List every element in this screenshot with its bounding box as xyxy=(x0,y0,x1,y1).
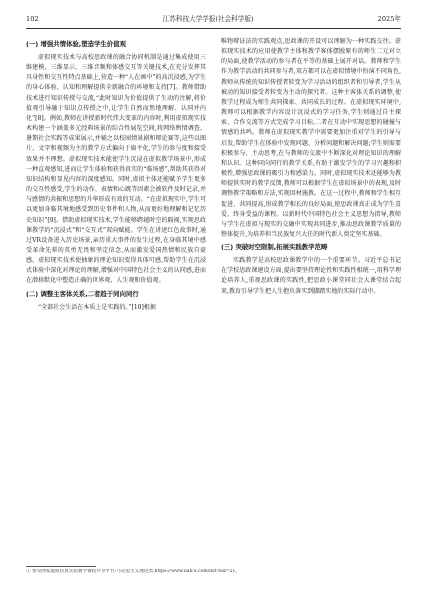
paragraph: 实践教学是高校思政课教学中的一个重要环节。习近平总书记在学校思政课建设方面,提出要坚持理论性和实践性相统一,用科学理论培养人,重视思政课的实践性,把思政小课堂同社会大课堂结合起来,教育引导学生把人生抱负落实到脚踏实地的实际行动中。 xyxy=(221,257,401,295)
section-heading-1: (一) 增强共情体验,塑造学生价值观 xyxy=(26,40,126,48)
journal-title: 江苏科技大学学报(社会科学版) xyxy=(162,14,254,23)
header-rule xyxy=(26,28,401,29)
footnote: ① 参见网家虚拟仿真实验教学课程共享平台:马克思主义理论类,https://www.ilab-x.com/list?sid=21。 xyxy=(26,569,240,574)
left-column xyxy=(26,37,206,313)
footnote-rule xyxy=(26,566,96,567)
page-header xyxy=(26,13,401,25)
right-column xyxy=(221,37,401,313)
page-number: 102 xyxy=(26,14,39,23)
section-heading-2: (二) 调整主客体关系,二者趋于同向同行 xyxy=(26,289,139,298)
paragraph: “全部社会生活在本质上是实践的。”[10]根据 xyxy=(38,303,156,311)
paragraph: 唯物辩证法的实践观点,思政课的开设可以理解为一种实践交往。虚拟现实技术的应用使教学主体和教学客体摆脱原有的师生二元对立的局面,使教学活动的参与者在平等的基础上展开对话。教师和学生作为教学活动的共同参与者,双方都可以在虚拟情境中扮演不同角色,教师从传统的知识传授者转变为学习活动的组织者和引导者,学生从被动的知识接受者转变为主动的探究者。这种主客体关系的调整,使教学过程成为师生共同探索、共同成长的过程。在虚拟现实环境中,教师可以根据教学内容设计沉浸式的学习任务,学生则通过自主探索、合作交流等方式完成学习目标,二者在互动中实现思想的碰撞与情感的共鸣。教师在虚拟现实教学中需要更加注重对学生的引导与启发,帮助学生在体验中发现问题、分析问题和解决问题;学生则需要积极参与、主动思考,在与教师的交流中不断深化对理论知识的理解和认识。这种同向同行的教学关系,有助于激发学生的学习兴趣和积极性,增强思政课的吸引力和感染力。同时,虚拟现实技术还能够为教师提供实时的教学反馈,教师可以根据学生在虚拟场景中的表现,及时调整教学策略和方法,实现因材施教。在这一过程中,教师和学生相互促进、共同提高,形成教学相长的良好局面,使思政课真正成为学生喜爱、终身受益的课程。以新时代中国特色社会主义思想为指导,教师与学生在虚拟与现实的交融中实现共同进步,推动思政课教学质量的整体提升,为培养担当民族复兴大任的时代新人奠定坚实基础。 xyxy=(221,38,401,238)
publication-year: 2025年 xyxy=(377,14,401,23)
paragraph: 虚拟现实技术与高校思政课的融合协同机制是通过集成使用三维建模、三维显示、三维音频和体感交互等关键技术,在充分发挥其具身性和交互性特点基础上,营造一种“人在画中”的高沉浸感,为学生的身心体验、认知和理解提供全新融合的环境和支持[7]。教师借助技术进行知识传授与交流,“此时知识为价值提供了生动的注解,将价值观引导融于知识点传授之中,让学生自然而然地理解、认同并内化”[8]。例如,教师在讲授新时代伟大变革的内容时,利用虚拟现实技术构建一个涵盖多元经典场景的综合性展览空间,将网络舆情调查、暑期社会实践等成果展示,并辅之以校园情景剧和辩论赛等,这些以图片、文字和视频为主的教学方式偏向于扁平化,学生的参与度和接受效果并不理想。虚拟现实技术能使学生沉浸在虚拟教学场景中,形成一种直观感知,进而让学生体验和获得真实的“临场感”,帮助其获得对知识结构和显见内容的深度感知。同时,虚拟主体还能赋予学生更多的交互性感受,学生的动作、表情和心跳等因素会被软件及时记录,并与感情的共振和思想的升华形成有效的互动。“在虚拟现实中,学生可以更加身临其境地感受到历史事件和人物,从而更好地理解和记忆历史知识”[9]。借助虚拟现实技术,学生能够跨越时空的隔阂,实现思政课教学的“沉浸式”和“交互式”双向赋能。学生在讲述红色故事时,通过VR设备进入历史场景,亲历重大事件的发生过程,在身临其境中感受革命先辈的英勇无畏和坚定信念,从而激发爱国热情和民族自豪感。虚拟现实技术使抽象的理论知识变得具体可感,帮助学生在沉浸式体验中深化对理论的理解,增强对中国特色社会主义的认同感,进而在潜移默化中塑造正确的世界观、人生观和价值观。 xyxy=(26,54,206,285)
section-heading-3: (三) 突破时空限制,拓展实践教学范畴 xyxy=(221,243,328,252)
body-columns xyxy=(26,37,401,313)
